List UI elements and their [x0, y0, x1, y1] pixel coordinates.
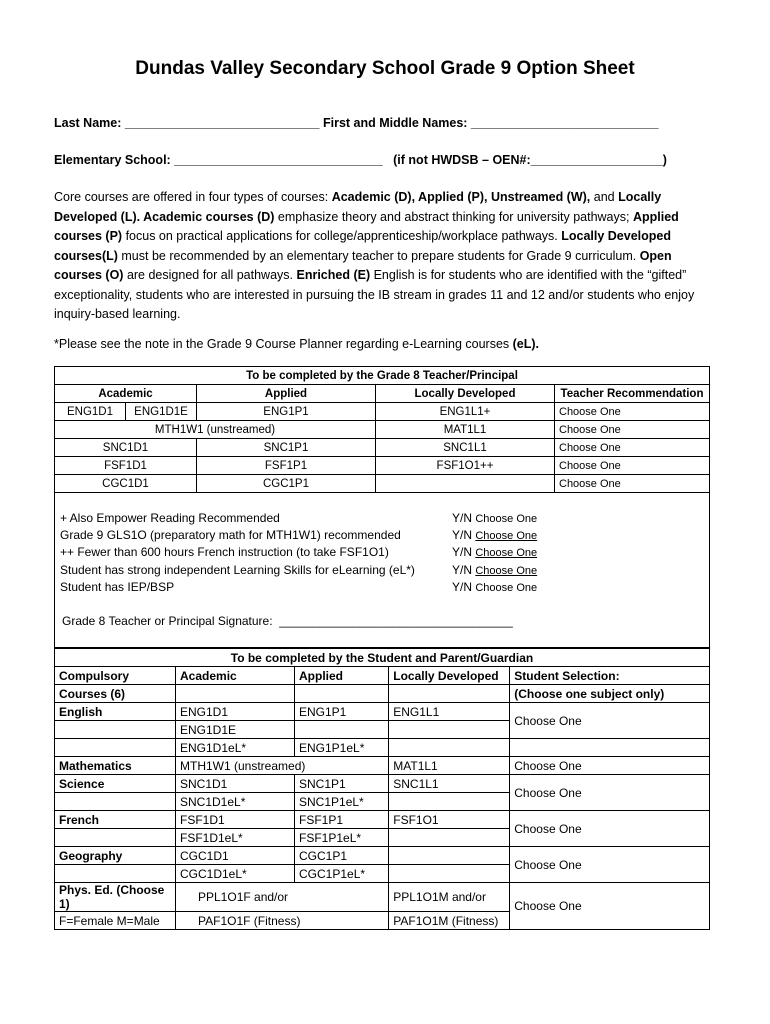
phys-ed-legend: F=Female M=Male: [55, 912, 176, 930]
cell: [55, 865, 176, 883]
choose-one-dropdown[interactable]: Choose One: [475, 582, 538, 594]
cell: ENG1D1: [176, 703, 295, 721]
choose-one-dropdown[interactable]: Choose One: [555, 457, 710, 475]
choose-one-dropdown[interactable]: Choose One: [510, 811, 710, 847]
choose-one-dropdown[interactable]: Choose One: [510, 703, 710, 739]
cell: ENG1D1eL*: [176, 739, 295, 757]
cell: ENG1L1+: [376, 403, 555, 421]
choose-one-dropdown[interactable]: Choose One: [475, 547, 538, 559]
yn-label: Y/N: [452, 580, 473, 594]
cell: FSF1P1: [197, 457, 376, 475]
flag-elearning: Student has strong independent Learning Skills for eLearning (eL*): [60, 563, 415, 577]
cell: FSF1P1: [295, 811, 389, 829]
subject-science: Science: [55, 775, 176, 793]
cell: MTH1W1 (unstreamed): [55, 421, 376, 439]
yn-row-3: [452, 545, 537, 559]
cell: [510, 739, 710, 757]
cell: SNC1D1: [176, 775, 295, 793]
cell: SNC1L1: [389, 775, 510, 793]
cell: [55, 829, 176, 847]
cell: FSF1O1: [389, 811, 510, 829]
cell: ENG1P1: [295, 703, 389, 721]
col-locally-developed: Locally Developed: [376, 385, 555, 403]
name-fields-line[interactable]: Last Name: ____________________________ First and Middle Names: ___________________________: [54, 116, 659, 130]
compulsory-label: Compulsory: [55, 667, 176, 685]
cell: [55, 793, 176, 811]
page-title: Dundas Valley Secondary School Grade 9 Option Sheet: [135, 58, 635, 79]
pe-female-option: PPL1O1F and/or: [176, 883, 389, 912]
yn-row-4: [452, 563, 537, 577]
col-academic: Academic: [55, 385, 197, 403]
cell: MAT1L1: [376, 421, 555, 439]
cell: ENG1D1E: [126, 403, 197, 421]
cell: FSF1D1: [176, 811, 295, 829]
cell: MAT1L1: [389, 757, 510, 775]
signature-line[interactable]: Grade 8 Teacher or Principal Signature: ___________________________________: [62, 614, 513, 628]
subject-french: French: [55, 811, 176, 829]
cell: [376, 475, 555, 493]
cell: [389, 793, 510, 811]
cell: FSF1P1eL*: [295, 829, 389, 847]
intro-paragraph: Core courses are offered in four types of courses: Academic (D), Applied (P), Unstreamed (W), and Locally Developed (L). Academic courses (D) emphasize theory and abstract thinking for university pathways; Applied courses (P) focus on practical applications for college/apprenticeship/workplace pathways. Locally Developed courses(L) must be recommended by an elementary teacher to prepare students for Grade 9 curriculum. Open courses (O) are designed for all pathways. Enriched (E) English is for students who are identified with the “gifted” exceptionality, students who are interested in pursuing the IB stream in grades 11 and 12 and/or students who enjoy inquiry-based learning.: [54, 190, 695, 321]
cell: SNC1D1: [55, 439, 197, 457]
cell: FSF1D1eL*: [176, 829, 295, 847]
cell: [389, 739, 510, 757]
choose-one-dropdown[interactable]: Choose One: [510, 757, 710, 775]
cell: CGC1D1eL*: [176, 865, 295, 883]
choose-one-dropdown[interactable]: Choose One: [510, 775, 710, 811]
subject-mathematics: Mathematics: [55, 757, 176, 775]
flag-french-hours: ++ Fewer than 600 hours French instruction (to take FSF1O1): [60, 545, 389, 559]
yn-label: Y/N: [452, 528, 473, 542]
cell: CGC1P1eL*: [295, 865, 389, 883]
cell: FSF1O1++: [376, 457, 555, 475]
cell: CGC1P1: [197, 475, 376, 493]
cell: [389, 721, 510, 739]
choose-one-dropdown[interactable]: Choose One: [555, 439, 710, 457]
cell: ENG1P1: [197, 403, 376, 421]
col-applied: Applied: [197, 385, 376, 403]
choose-one-dropdown[interactable]: Choose One: [555, 475, 710, 493]
yn-row-2: [452, 528, 537, 542]
cell: SNC1P1eL*: [295, 793, 389, 811]
choose-one-dropdown[interactable]: Choose One: [510, 847, 710, 883]
col-locally-developed: Locally Developed: [389, 667, 510, 685]
cell: MTH1W1 (unstreamed): [176, 757, 389, 775]
yn-label: Y/N: [452, 511, 473, 525]
student-table: [54, 648, 710, 930]
pe-male-option: PPL1O1M and/or: [389, 883, 510, 912]
cell: [176, 685, 295, 703]
yn-label: Y/N: [452, 563, 473, 577]
yn-row-5: [452, 580, 537, 594]
cell: [389, 829, 510, 847]
teacher-table: [54, 366, 710, 493]
yn-label: Y/N: [452, 545, 473, 559]
choose-one-dropdown[interactable]: Choose One: [555, 403, 710, 421]
flag-gls1o: Grade 9 GLS1O (preparatory math for MTH1W1) recommended: [60, 528, 401, 542]
col-applied: Applied: [295, 667, 389, 685]
cell: ENG1L1: [389, 703, 510, 721]
choose-one-dropdown[interactable]: Choose One: [475, 565, 538, 577]
choose-one-dropdown[interactable]: Choose One: [475, 530, 538, 542]
cell: [389, 847, 510, 865]
flag-empower-reading: + Also Empower Reading Recommended: [60, 511, 280, 525]
col-teacher-recommendation: Teacher Recommendation: [555, 385, 710, 403]
choose-one-dropdown[interactable]: Choose One: [510, 883, 710, 930]
flag-iep: Student has IEP/BSP: [60, 580, 175, 594]
courses-count-label: Courses (6): [55, 685, 176, 703]
elearning-note: *Please see the note in the Grade 9 Course Planner regarding e-Learning courses (eL).: [54, 337, 540, 351]
subject-geography: Geography: [55, 847, 176, 865]
teacher-table-heading: To be completed by the Grade 8 Teacher/Principal: [55, 367, 710, 385]
school-fields-line[interactable]: Elementary School: ______________________________ (if not HWDSB – OEN#:___________________): [54, 153, 667, 167]
cell: CGC1P1: [295, 847, 389, 865]
cell: SNC1P1: [295, 775, 389, 793]
cell: [55, 739, 176, 757]
cell: [295, 721, 389, 739]
cell: CGC1D1: [55, 475, 197, 493]
cell: ENG1D1E: [176, 721, 295, 739]
choose-one-dropdown[interactable]: Choose One: [475, 513, 538, 525]
cell: FSF1D1: [55, 457, 197, 475]
cell: ENG1D1: [55, 403, 126, 421]
col-academic: Academic: [176, 667, 295, 685]
pe-male-fitness: PAF1O1M (Fitness): [389, 912, 510, 930]
cell: [55, 721, 176, 739]
pe-female-fitness: PAF1O1F (Fitness): [176, 912, 389, 930]
cell: SNC1L1: [376, 439, 555, 457]
cell: CGC1D1: [176, 847, 295, 865]
cell: [389, 865, 510, 883]
choose-one-dropdown[interactable]: Choose One: [555, 421, 710, 439]
cell: SNC1D1eL*: [176, 793, 295, 811]
cell: [389, 685, 510, 703]
cell: [295, 685, 389, 703]
subject-english: English: [55, 703, 176, 721]
yn-row-1: [452, 511, 537, 525]
col-student-selection: Student Selection:: [510, 667, 710, 685]
subject-phys-ed: Phys. Ed. (Choose 1): [55, 883, 176, 912]
student-table-heading: To be completed by the Student and Parent/Guardian: [55, 649, 710, 667]
cell: ENG1P1eL*: [295, 739, 389, 757]
cell: SNC1P1: [197, 439, 376, 457]
student-selection-sub: (Choose one subject only): [510, 685, 710, 703]
